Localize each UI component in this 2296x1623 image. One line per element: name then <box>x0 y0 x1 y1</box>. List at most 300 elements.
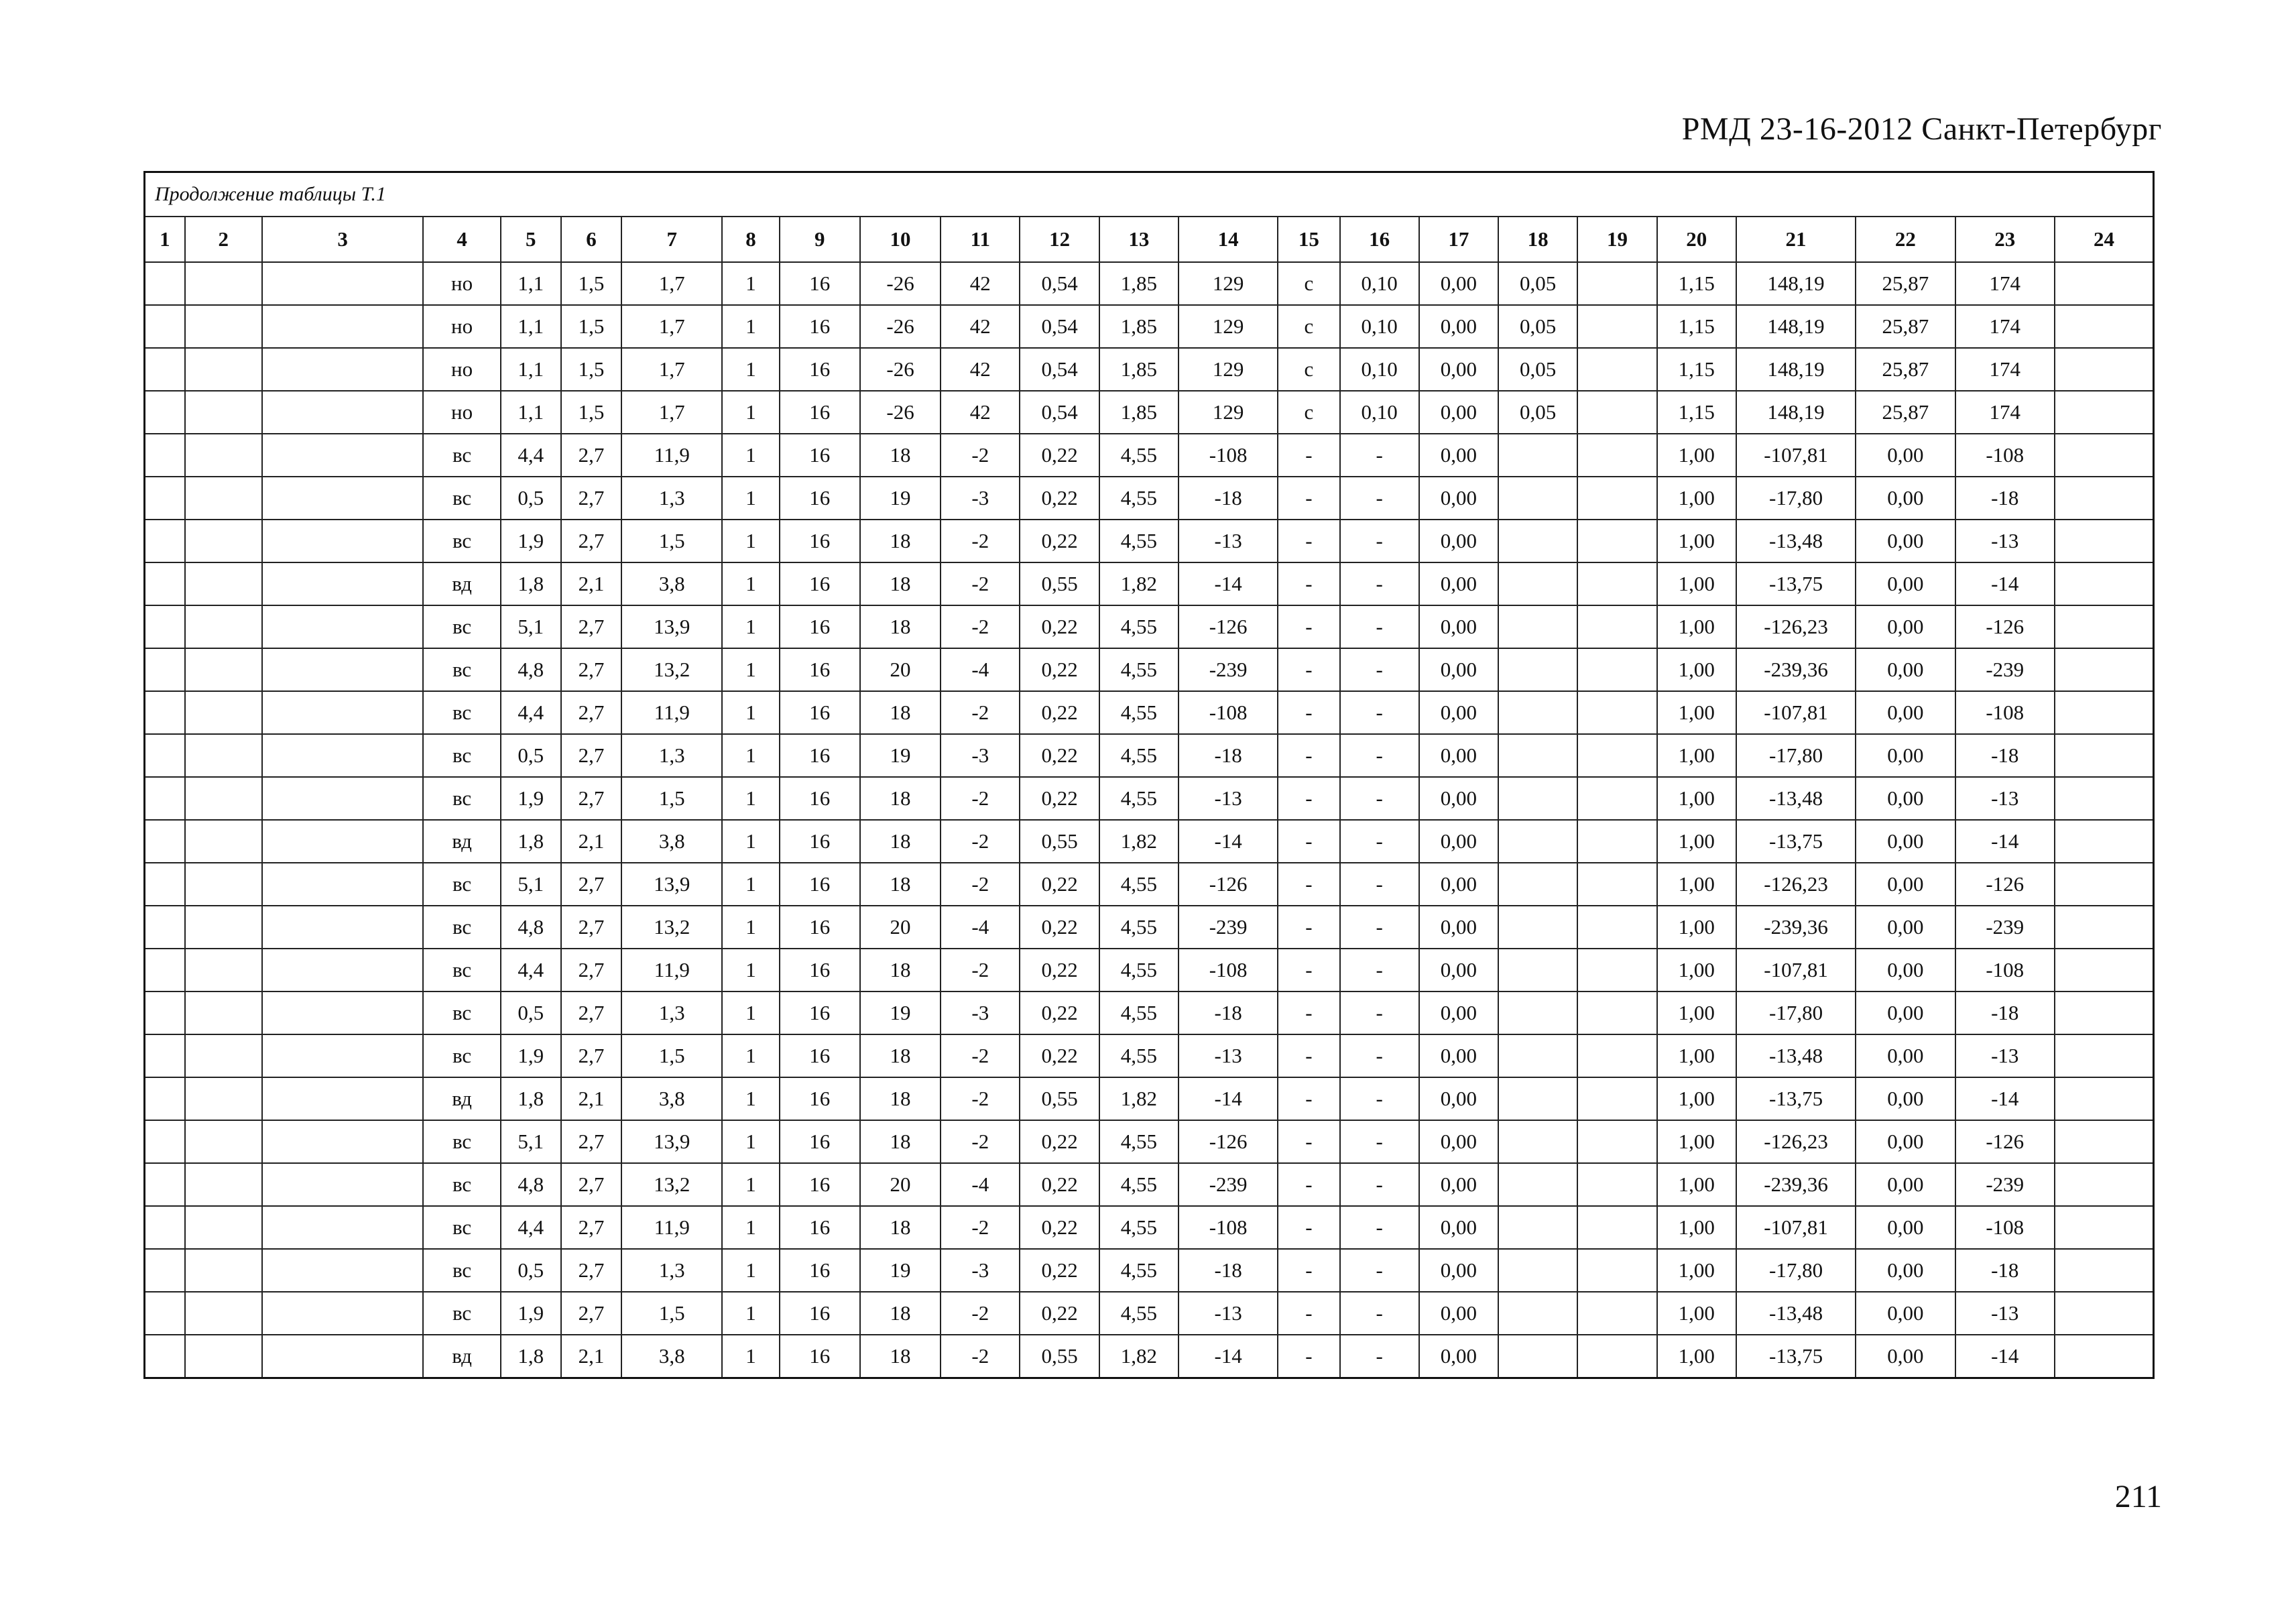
table-cell: 0,00 <box>1856 1335 1955 1378</box>
table-cell <box>2055 520 2154 562</box>
table-cell <box>145 1034 185 1077</box>
table-cell <box>185 991 262 1034</box>
table-cell: -13,75 <box>1736 1077 1856 1120</box>
table-cell: -13 <box>1955 1034 2055 1077</box>
table-header-row <box>145 217 2154 262</box>
table-cell: 0,00 <box>1419 1034 1498 1077</box>
table-cell: 1 <box>722 1335 779 1378</box>
table-cell: 1,3 <box>621 991 722 1034</box>
table-cell: 1,00 <box>1657 562 1736 605</box>
table-cell: -26 <box>860 391 941 434</box>
table-cell: 4,55 <box>1099 906 1179 949</box>
table-cell: 0,00 <box>1419 1120 1498 1163</box>
table-cell: 1 <box>722 520 779 562</box>
table-cell: 0,10 <box>1340 348 1419 391</box>
table-cell: 16 <box>780 562 860 605</box>
table-cell: -18 <box>1179 1249 1278 1292</box>
table-cell: 1,7 <box>621 391 722 434</box>
table-cell: 1 <box>722 906 779 949</box>
table-cell: 1,00 <box>1657 863 1736 906</box>
table-cell <box>262 1163 424 1206</box>
table-cell <box>1577 262 1656 305</box>
table-cell: 0,00 <box>1856 820 1955 863</box>
table-cell: 0,22 <box>1020 1034 1099 1077</box>
table-row <box>145 1292 2154 1335</box>
table-cell: 0,00 <box>1856 477 1955 520</box>
table-cell: -2 <box>941 1120 1020 1163</box>
table-cell: 129 <box>1179 391 1278 434</box>
table-cell: -108 <box>1955 691 2055 734</box>
column-header: 22 <box>1856 217 1955 262</box>
table-cell: -239 <box>1179 906 1278 949</box>
table-cell: 18 <box>860 1120 941 1163</box>
table-cell: вс <box>423 777 500 820</box>
table-cell: -13 <box>1955 520 2055 562</box>
table-cell <box>1577 648 1656 691</box>
table-cell: 0,05 <box>1498 305 1577 348</box>
table-cell: -4 <box>941 1163 1020 1206</box>
table-cell: 1,9 <box>501 520 561 562</box>
table-cell: 20 <box>860 906 941 949</box>
table-row <box>145 1077 2154 1120</box>
table-cell: -13,48 <box>1736 777 1856 820</box>
table-cell <box>1498 1206 1577 1249</box>
table-cell: 16 <box>780 648 860 691</box>
table-cell: -108 <box>1955 434 2055 477</box>
column-header: 16 <box>1340 217 1419 262</box>
column-header: 24 <box>2055 217 2154 262</box>
table-row <box>145 305 2154 348</box>
table-cell: 19 <box>860 991 941 1034</box>
table-cell <box>1577 1292 1656 1335</box>
column-header: 2 <box>185 217 262 262</box>
table-cell: 0,5 <box>501 991 561 1034</box>
table-cell: 18 <box>860 520 941 562</box>
table-cell: -108 <box>1179 691 1278 734</box>
table-cell: вс <box>423 520 500 562</box>
column-header: 17 <box>1419 217 1498 262</box>
table-cell: -3 <box>941 477 1020 520</box>
table-cell: -108 <box>1955 1206 2055 1249</box>
table-cell: - <box>1340 1120 1419 1163</box>
table-cell: 0,22 <box>1020 949 1099 991</box>
table-cell: -13 <box>1179 1034 1278 1077</box>
table-cell: -3 <box>941 1249 1020 1292</box>
table-cell: 1 <box>722 820 779 863</box>
table-cell <box>262 305 424 348</box>
column-header: 23 <box>1955 217 2055 262</box>
table-cell: -2 <box>941 520 1020 562</box>
table-cell <box>1577 820 1656 863</box>
table-cell: 2,7 <box>561 1120 621 1163</box>
table-cell: 1,8 <box>501 1335 561 1378</box>
table-cell: -126 <box>1179 605 1278 648</box>
table-cell <box>1498 949 1577 991</box>
table-cell: 16 <box>780 348 860 391</box>
table-cell: 2,7 <box>561 1034 621 1077</box>
table-row <box>145 691 2154 734</box>
table-cell <box>2055 434 2154 477</box>
table-cell: 16 <box>780 863 860 906</box>
table-cell: 16 <box>780 1206 860 1249</box>
table-cell: -239 <box>1179 648 1278 691</box>
table-cell <box>145 734 185 777</box>
table-caption-row <box>145 172 2154 217</box>
table-cell <box>185 906 262 949</box>
table-cell <box>185 1034 262 1077</box>
table-cell: - <box>1340 1034 1419 1077</box>
table-cell: -126 <box>1179 863 1278 906</box>
table-cell <box>262 434 424 477</box>
table-cell <box>185 820 262 863</box>
table-cell: - <box>1278 1292 1339 1335</box>
table-cell: 1,7 <box>621 262 722 305</box>
table-cell: вс <box>423 648 500 691</box>
table-cell <box>262 477 424 520</box>
table-cell <box>185 949 262 991</box>
table-cell: -13,75 <box>1736 562 1856 605</box>
table-cell: 0,00 <box>1856 434 1955 477</box>
table-row <box>145 520 2154 562</box>
table-cell: 1 <box>722 305 779 348</box>
table-cell: 0,22 <box>1020 863 1099 906</box>
table-cell: 1 <box>722 477 779 520</box>
column-header: 8 <box>722 217 779 262</box>
table-cell: 1,9 <box>501 1292 561 1335</box>
table-cell: 2,7 <box>561 1206 621 1249</box>
table-cell <box>1577 1034 1656 1077</box>
table-cell: вс <box>423 1034 500 1077</box>
table-cell <box>2055 820 2154 863</box>
table-cell <box>262 262 424 305</box>
table-cell: 0,00 <box>1856 863 1955 906</box>
table-cell: 174 <box>1955 305 2055 348</box>
table-cell: - <box>1278 820 1339 863</box>
table-cell: 174 <box>1955 262 2055 305</box>
table-cell: -239,36 <box>1736 1163 1856 1206</box>
table-cell: 0,00 <box>1856 648 1955 691</box>
table-cell <box>262 605 424 648</box>
table-cell: 19 <box>860 1249 941 1292</box>
table-cell: 5,1 <box>501 605 561 648</box>
table-cell <box>1577 605 1656 648</box>
table-cell: 1,85 <box>1099 391 1179 434</box>
table-cell: 0,22 <box>1020 691 1099 734</box>
table-cell: -26 <box>860 262 941 305</box>
table-cell: -17,80 <box>1736 734 1856 777</box>
table-cell <box>262 648 424 691</box>
table-cell: 11,9 <box>621 434 722 477</box>
table-cell: 1,5 <box>621 1292 722 1335</box>
table-cell: - <box>1340 1163 1419 1206</box>
table-cell: 0,00 <box>1856 1077 1955 1120</box>
table-cell: 16 <box>780 1163 860 1206</box>
table-cell: 1,00 <box>1657 906 1736 949</box>
table-cell <box>1498 820 1577 863</box>
table-cell: -126,23 <box>1736 863 1856 906</box>
table-cell: 1,82 <box>1099 820 1179 863</box>
table-cell <box>145 262 185 305</box>
table-cell <box>1498 562 1577 605</box>
table-cell: 1,8 <box>501 820 561 863</box>
table-cell: с <box>1278 391 1339 434</box>
table-cell: 1,00 <box>1657 949 1736 991</box>
table-row <box>145 477 2154 520</box>
table-cell: 1,15 <box>1657 348 1736 391</box>
table-cell: 1,82 <box>1099 562 1179 605</box>
table-cell: 1,00 <box>1657 1077 1736 1120</box>
table-cell: 20 <box>860 1163 941 1206</box>
table-cell <box>1577 863 1656 906</box>
table-cell: -18 <box>1955 1249 2055 1292</box>
table-cell: 0,00 <box>1419 262 1498 305</box>
column-header: 5 <box>501 217 561 262</box>
table-cell: -14 <box>1955 820 2055 863</box>
table-cell <box>2055 1292 2154 1335</box>
table-cell: -13,48 <box>1736 1034 1856 1077</box>
table-cell: 0,00 <box>1856 1120 1955 1163</box>
table-cell <box>262 691 424 734</box>
table-cell: - <box>1278 1335 1339 1378</box>
table-cell: 16 <box>780 520 860 562</box>
table-cell <box>1498 1163 1577 1206</box>
table-cell: 148,19 <box>1736 262 1856 305</box>
table-cell: вс <box>423 605 500 648</box>
table-cell: 0,00 <box>1419 477 1498 520</box>
table-cell: -4 <box>941 906 1020 949</box>
table-cell: 18 <box>860 1034 941 1077</box>
table-cell <box>2055 1120 2154 1163</box>
table-cell: -18 <box>1179 477 1278 520</box>
table-cell: - <box>1278 949 1339 991</box>
table-cell: 1,5 <box>561 305 621 348</box>
table-cell: вс <box>423 991 500 1034</box>
table-cell: - <box>1278 863 1339 906</box>
table-cell: 1,15 <box>1657 391 1736 434</box>
table-cell <box>2055 1163 2154 1206</box>
table-cell <box>262 520 424 562</box>
table-cell: 0,00 <box>1419 1077 1498 1120</box>
table-cell: но <box>423 262 500 305</box>
table-cell: - <box>1278 1034 1339 1077</box>
table-cell: - <box>1340 434 1419 477</box>
table-cell: 1 <box>722 1249 779 1292</box>
table-cell: 0,00 <box>1856 1034 1955 1077</box>
table-cell: 0,00 <box>1856 1249 1955 1292</box>
table-cell: - <box>1278 1249 1339 1292</box>
table-row <box>145 648 2154 691</box>
table-cell: 16 <box>780 391 860 434</box>
table-cell: -17,80 <box>1736 991 1856 1034</box>
table-cell <box>2055 906 2154 949</box>
table-cell <box>1498 991 1577 1034</box>
table-cell: 4,55 <box>1099 1292 1179 1335</box>
table-cell: 42 <box>941 262 1020 305</box>
table-cell: 0,54 <box>1020 391 1099 434</box>
table-cell <box>2055 605 2154 648</box>
table-cell: 148,19 <box>1736 305 1856 348</box>
table-cell: 0,00 <box>1419 734 1498 777</box>
table-cell: - <box>1278 691 1339 734</box>
table-row <box>145 1206 2154 1249</box>
table-cell: 129 <box>1179 348 1278 391</box>
table-cell <box>1577 1120 1656 1163</box>
table-cell: -13 <box>1955 777 2055 820</box>
table-cell <box>1577 1163 1656 1206</box>
table-row <box>145 262 2154 305</box>
table-row <box>145 906 2154 949</box>
table-cell: - <box>1278 477 1339 520</box>
table-cell: 18 <box>860 1206 941 1249</box>
table-cell: 2,7 <box>561 648 621 691</box>
table-cell: 0,00 <box>1419 777 1498 820</box>
table-cell: 1,85 <box>1099 262 1179 305</box>
table-cell <box>1577 734 1656 777</box>
table-cell: 0,00 <box>1419 648 1498 691</box>
table-cell <box>1498 605 1577 648</box>
table-cell: -18 <box>1179 991 1278 1034</box>
table-cell: 0,00 <box>1856 520 1955 562</box>
table-cell <box>145 1077 185 1120</box>
table-cell: 4,4 <box>501 949 561 991</box>
table-row <box>145 1335 2154 1378</box>
table-cell: 16 <box>780 1077 860 1120</box>
table-cell: 0,00 <box>1856 991 1955 1034</box>
table-cell: 4,55 <box>1099 691 1179 734</box>
table-cell: 1 <box>722 1034 779 1077</box>
table-cell: 1,00 <box>1657 777 1736 820</box>
table-cell: 0,5 <box>501 477 561 520</box>
table-cell: 1,8 <box>501 562 561 605</box>
table-cell <box>145 348 185 391</box>
table-cell: -126 <box>1955 863 2055 906</box>
table-cell <box>262 1292 424 1335</box>
table-cell: 1 <box>722 777 779 820</box>
table-cell: -107,81 <box>1736 691 1856 734</box>
table-cell: 0,00 <box>1856 1206 1955 1249</box>
table-cell: 4,55 <box>1099 991 1179 1034</box>
table-cell: - <box>1340 949 1419 991</box>
table-cell: 16 <box>780 262 860 305</box>
table-cell <box>185 1206 262 1249</box>
table-cell: - <box>1278 1077 1339 1120</box>
table-cell <box>145 305 185 348</box>
table-cell: 0,00 <box>1419 863 1498 906</box>
table-cell: 4,55 <box>1099 1163 1179 1206</box>
table-cell: 4,8 <box>501 648 561 691</box>
table-cell: 1 <box>722 949 779 991</box>
table-cell <box>145 1206 185 1249</box>
table-cell: 1,9 <box>501 1034 561 1077</box>
table-cell: 4,4 <box>501 1206 561 1249</box>
table-cell: 11,9 <box>621 949 722 991</box>
table-cell: 1 <box>722 1077 779 1120</box>
table-cell: - <box>1340 520 1419 562</box>
table-cell: 16 <box>780 305 860 348</box>
table-cell: 16 <box>780 605 860 648</box>
table-cell: 2,7 <box>561 1163 621 1206</box>
table-cell: 0,22 <box>1020 1249 1099 1292</box>
table-cell: 18 <box>860 434 941 477</box>
table-cell: 4,55 <box>1099 949 1179 991</box>
table-cell: 1,15 <box>1657 262 1736 305</box>
column-header: 12 <box>1020 217 1099 262</box>
table-cell: 174 <box>1955 391 2055 434</box>
column-header: 9 <box>780 217 860 262</box>
table-cell: 1,00 <box>1657 477 1736 520</box>
table-cell: 3,8 <box>621 820 722 863</box>
table-cell <box>185 1077 262 1120</box>
table-cell <box>1577 562 1656 605</box>
table-cell <box>1577 348 1656 391</box>
table-cell: -126 <box>1955 1120 2055 1163</box>
table-cell: -18 <box>1955 734 2055 777</box>
table-cell: -18 <box>1179 734 1278 777</box>
table-cell: 16 <box>780 734 860 777</box>
table-cell: - <box>1340 734 1419 777</box>
table-cell: -14 <box>1955 562 2055 605</box>
table-cell <box>2055 1034 2154 1077</box>
table-cell: -13 <box>1179 520 1278 562</box>
table-cell: 1 <box>722 1206 779 1249</box>
table-cell: -2 <box>941 691 1020 734</box>
table-cell: 1 <box>722 391 779 434</box>
table-cell: 1,00 <box>1657 1335 1736 1378</box>
table-cell: 4,55 <box>1099 1120 1179 1163</box>
table-cell: -239 <box>1955 648 2055 691</box>
page-number: 211 <box>2114 1479 2162 1514</box>
table-cell: 2,1 <box>561 1335 621 1378</box>
table-row <box>145 348 2154 391</box>
table-cell: вд <box>423 1335 500 1378</box>
table-cell: вс <box>423 434 500 477</box>
table-cell: 25,87 <box>1856 348 1955 391</box>
table-cell: 4,55 <box>1099 605 1179 648</box>
table-row <box>145 1163 2154 1206</box>
table-cell <box>185 1249 262 1292</box>
table-cell: 42 <box>941 391 1020 434</box>
table-row <box>145 820 2154 863</box>
table-cell: 2,7 <box>561 477 621 520</box>
table-cell <box>145 863 185 906</box>
table-cell <box>2055 305 2154 348</box>
table-cell <box>185 1120 262 1163</box>
table-cell <box>262 1249 424 1292</box>
table-cell: - <box>1340 777 1419 820</box>
table-cell: -14 <box>1179 562 1278 605</box>
table-cell <box>2055 262 2154 305</box>
table-cell: 5,1 <box>501 863 561 906</box>
table-cell: вд <box>423 820 500 863</box>
table-cell: 0,22 <box>1020 734 1099 777</box>
table-cell: - <box>1340 991 1419 1034</box>
table-cell: 0,5 <box>501 734 561 777</box>
table-cell: -17,80 <box>1736 1249 1856 1292</box>
table-cell <box>145 691 185 734</box>
table-cell <box>1577 906 1656 949</box>
table-cell: 2,7 <box>561 777 621 820</box>
table-cell: 1,00 <box>1657 691 1736 734</box>
table-cell: 0,5 <box>501 1249 561 1292</box>
table-row <box>145 777 2154 820</box>
table-cell: 2,7 <box>561 1292 621 1335</box>
table-row <box>145 863 2154 906</box>
table-cell: вс <box>423 734 500 777</box>
page-header-title: РМД 23-16-2012 Санкт-Петербург <box>1681 111 2162 147</box>
table-cell: 42 <box>941 348 1020 391</box>
table-row <box>145 949 2154 991</box>
table-cell: 148,19 <box>1736 348 1856 391</box>
